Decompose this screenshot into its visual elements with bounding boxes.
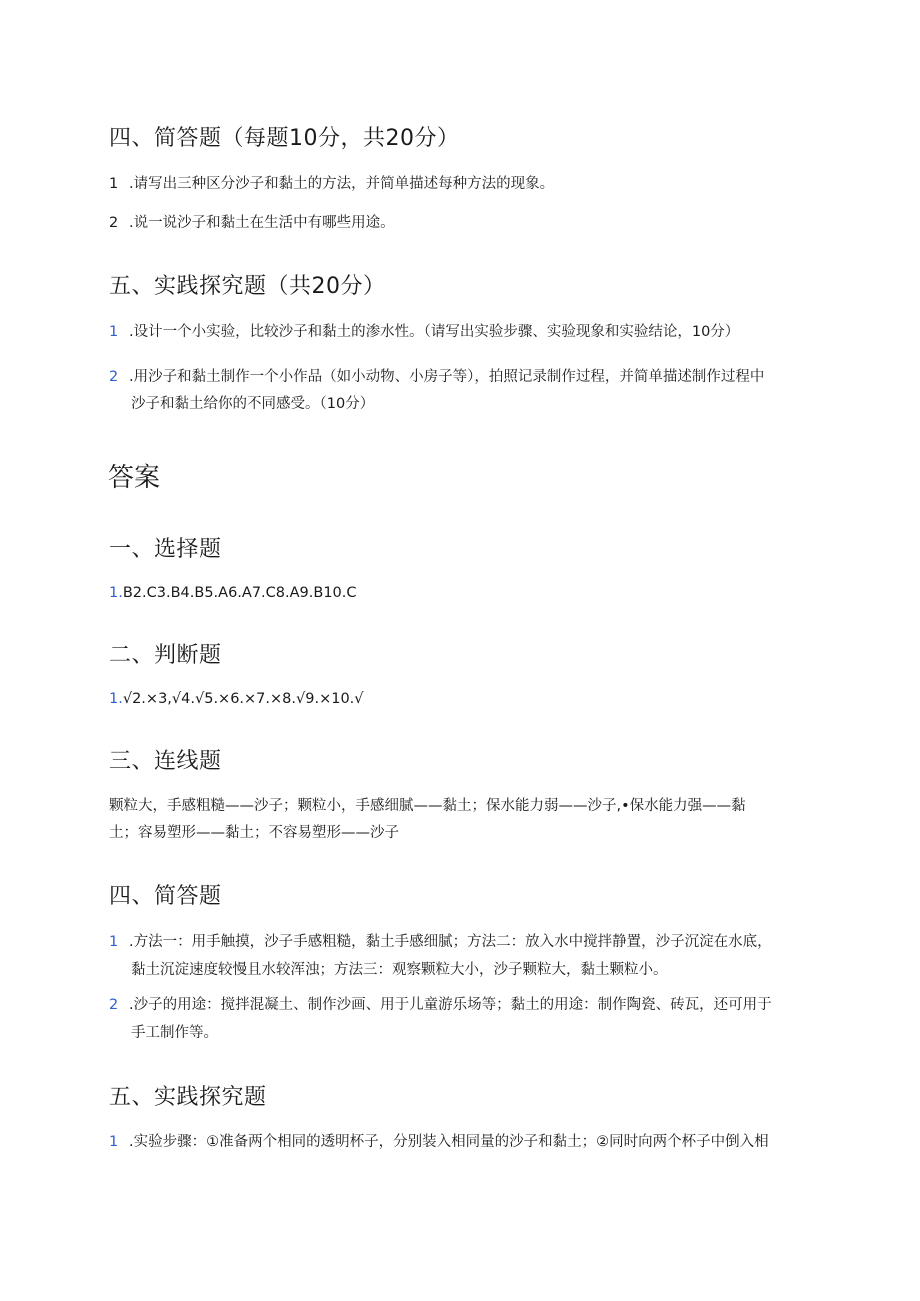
item-number: 1. (109, 691, 123, 707)
section-5-heading: 五、实践探究题（共20分） (109, 274, 386, 299)
item-text: .实验步骤：①准备两个相同的透明杯子，分别装入相同量的沙子和黏土；②同时向两个杯子中倒入相 (129, 1134, 769, 1150)
judge-heading: 二、判断题 (109, 643, 222, 668)
item-text: B2.C3.B4.B5.A6.A7.C8.A9.B10.C (122, 585, 357, 601)
short-heading: 四、简答题 (109, 884, 222, 909)
item-number: 1 (109, 934, 119, 950)
answers-title: 答案 (108, 463, 161, 493)
match-answer-line: 土；容易塑形——黏土；不容易塑形——沙子 (109, 825, 399, 841)
list-item (109, 366, 764, 388)
item-text-continuation: 黏土沉淀速度较慢且水较浑浊；方法三：观察颗粒大小，沙子颗粒大，黏土颗粒小。 (131, 962, 668, 978)
item-text: .用沙子和黏土制作一个小作品（如小动物、小房子等），拍照记录制作过程，并简单描述制作过程中 (129, 369, 765, 385)
list-item (109, 931, 772, 953)
practice-heading: 五、实践探究题 (109, 1085, 267, 1110)
item-text: .说一说沙子和黏土在生活中有哪些用途。 (129, 215, 395, 231)
item-text-continuation: 沙子和黏土给你的不同感受。（10分） (131, 396, 375, 412)
item-text: .沙子的用途：搅拌混凝土、制作沙画、用于儿童游乐场等；黏土的用途：制作陶瓷、砖瓦，还可用于 (129, 997, 772, 1013)
item-text: √2.×3,√4.√5.×6.×7.×8.√9.×10.√ (122, 691, 364, 707)
choice-heading: 一、选择题 (109, 537, 222, 562)
list-item (109, 173, 554, 195)
match-heading: 三、连线题 (109, 749, 222, 774)
judge-answers (109, 688, 364, 710)
list-item (109, 994, 772, 1016)
item-number: 1 (109, 1134, 119, 1150)
item-number: 2 (109, 997, 119, 1013)
item-number: 1. (109, 585, 123, 601)
item-number: 2 (109, 369, 119, 385)
item-text: .设计一个小实验，比较沙子和黏土的渗水性。（请写出实验步骤、实验现象和实验结论，10分） (129, 324, 740, 340)
list-item (109, 1131, 769, 1153)
item-number: 1 (109, 176, 119, 192)
list-item (109, 321, 739, 343)
item-number: 1 (109, 324, 119, 340)
item-text: .请写出三种区分沙子和黏土的方法，并简单描述每种方法的现象。 (129, 176, 555, 192)
item-text: .方法一：用手触摸，沙子手感粗糙，黏土手感细腻；方法二：放入水中搅拌静置，沙子沉淀在水底， (129, 934, 772, 950)
section-4-heading: 四、简答题（每题10分，共20分） (109, 126, 460, 151)
list-item (109, 212, 395, 234)
item-text-continuation: 手工制作等。 (131, 1025, 218, 1041)
item-number: 2 (109, 215, 119, 231)
match-answer-line: 颗粒大，手感粗糙——沙子；颗粒小，手感细腻——黏土；保水能力弱——沙子,•保水能力强——黏 (109, 798, 746, 814)
choice-answers (109, 582, 357, 604)
